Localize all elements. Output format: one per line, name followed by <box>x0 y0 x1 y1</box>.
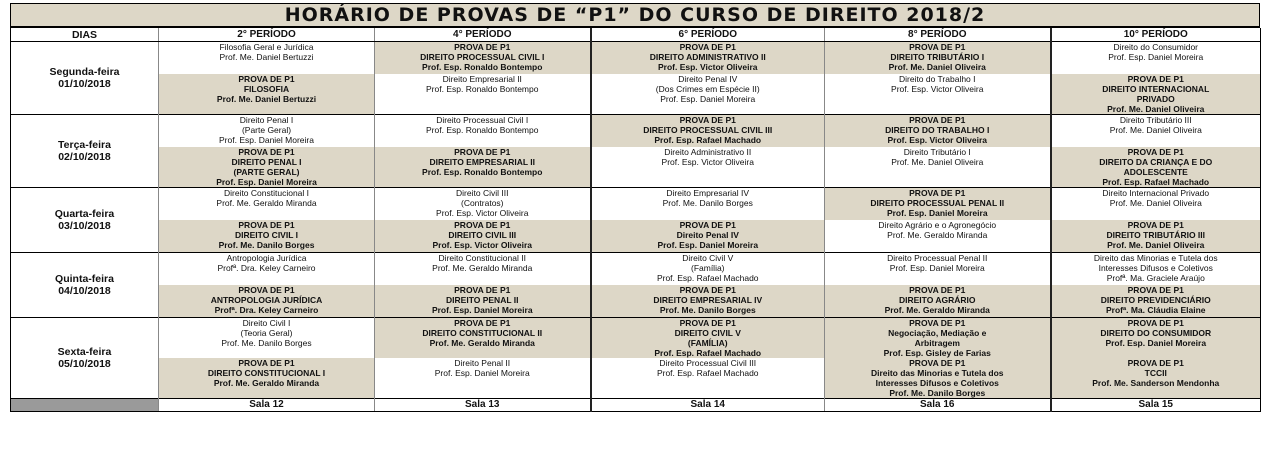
cell-line: PROVA DE P1 <box>454 42 511 52</box>
cell-line: Direito Civil V <box>682 253 734 263</box>
class-cell <box>1051 115 1261 148</box>
class-cell <box>591 147 825 188</box>
cell-line: (Parte Geral) <box>241 125 292 135</box>
cell-line: Prof. Esp. Daniel Moreira <box>431 305 533 315</box>
cell-line: PROVA DE P1 <box>454 147 511 157</box>
cell-line: Prof. Me. Geraldo Miranda <box>216 198 317 208</box>
cell-line: DIREITO DO CONSUMIDOR <box>1100 328 1212 338</box>
cell-line: Direito Agrário e o Agronegócio <box>878 220 997 230</box>
cell-line: Direito Empresarial IV <box>666 188 750 198</box>
schedule-row <box>11 74 1261 115</box>
cell-line: (Contratos) <box>460 198 504 208</box>
exam-cell <box>375 147 591 188</box>
exam-cell <box>375 42 591 75</box>
day-cell <box>11 42 159 115</box>
cell-line: PROVA DE P1 <box>1127 318 1184 328</box>
day-cell <box>11 188 159 253</box>
day-date: 05/10/2018 <box>58 358 111 370</box>
cell-line: Prof. Me. Sanderson Mendonha <box>1092 378 1220 388</box>
exam-cell <box>1051 147 1261 188</box>
exam-cell <box>375 220 591 253</box>
day-date: 01/10/2018 <box>58 78 111 90</box>
cell-line: Prof. Me. Daniel Oliveira <box>891 157 984 167</box>
cell-line: Direito Internacional Privado <box>1102 188 1210 198</box>
cell-line: Prof. Esp. Victor Oliveira <box>432 240 533 250</box>
class-cell <box>591 188 825 221</box>
cell-line: Prof. Esp. Rafael Machado <box>654 348 762 358</box>
cell-line: DIREITO PROCESSUAL PENAL II <box>870 198 1005 208</box>
cell-line: Prof. Esp. Daniel Moreira <box>219 135 314 145</box>
class-cell <box>375 188 591 221</box>
exam-cell <box>159 147 375 188</box>
cell-line: Prof. Me. Daniel Bertuzzi <box>216 94 317 104</box>
cell-line: DIREITO DO TRABALHO I <box>885 125 990 135</box>
cell-line: Direito Processual Civil I <box>436 115 529 125</box>
header-row <box>11 28 1261 42</box>
cell-line: PROVA DE P1 <box>238 147 295 157</box>
cell-line: Prof. Me. Geraldo Miranda <box>884 305 990 315</box>
cell-line: DIREITO INTERNACIONAL <box>1102 84 1210 94</box>
exam-cell <box>825 358 1051 399</box>
day-cell <box>11 253 159 318</box>
cell-line: Prof. Esp. Rafael Machado <box>654 135 762 145</box>
cell-line: PROVA DE P1 <box>1127 147 1184 157</box>
class-cell <box>825 253 1051 286</box>
class-cell <box>159 188 375 221</box>
exam-cell <box>825 42 1051 75</box>
cell-line: Direito Constitucional II <box>438 253 526 263</box>
exam-cell <box>591 285 825 318</box>
cell-line: Prof. Me. Danilo Borges <box>659 305 756 315</box>
exam-cell <box>591 318 825 359</box>
day-name: Segunda-feira <box>49 66 120 78</box>
cell-line: Prof. Esp. Ronaldo Bontempo <box>422 167 543 177</box>
exam-cell <box>375 318 591 359</box>
exam-cell <box>159 74 375 115</box>
cell-line: Prof. Esp. Rafael Machado <box>656 273 759 283</box>
cell-line: PROVA DE P1 <box>679 220 736 230</box>
cell-line: PROVA DE P1 <box>1127 358 1184 368</box>
cell-line: Prof. Esp. Daniel Moreira <box>434 368 530 378</box>
class-cell <box>375 74 591 115</box>
cell-line: Prof. Me. Geraldo Miranda <box>887 230 988 240</box>
exam-cell <box>825 318 1051 359</box>
schedule-row <box>11 42 1261 75</box>
cell-line: Prof. Esp. Victor Oliveira <box>891 84 984 94</box>
class-cell <box>825 220 1051 253</box>
cell-line: PROVA DE P1 <box>909 358 966 368</box>
day-cell <box>11 115 159 188</box>
rooms-row <box>11 399 1261 412</box>
cell-line: DIREITO EMPRESARIAL IV <box>653 295 763 305</box>
cell-line: TCCII <box>1144 368 1167 378</box>
cell-line: PROVA DE P1 <box>909 318 966 328</box>
cell-line: Direito do Trabalho I <box>898 74 976 84</box>
day-date: 03/10/2018 <box>58 220 111 232</box>
cell-line: Profª. Ma. Cláudia Elaine <box>1105 305 1206 315</box>
cell-line: Direito das Minorias e Tutela dos <box>870 368 1004 378</box>
cell-line: Prof. Esp. Daniel Moreira <box>1108 52 1204 62</box>
cell-line: Interesses Difusos e Coletivos <box>1098 263 1213 273</box>
exam-cell <box>1051 220 1261 253</box>
rooms-label-cell <box>11 399 159 412</box>
exam-cell <box>1051 318 1261 359</box>
header-periodo-8: 8° PERÍODO <box>825 28 1051 42</box>
class-cell <box>591 358 825 399</box>
cell-line: Prof. Esp. Daniel Moreira <box>660 94 756 104</box>
cell-line: PROVA DE P1 <box>1127 220 1184 230</box>
cell-line: DIREITO EMPRESARIAL II <box>429 157 535 167</box>
cell-line: Direito Penal IV <box>676 230 739 240</box>
room-periodo-10: Sala 15 <box>1051 399 1261 412</box>
class-cell <box>375 115 591 148</box>
cell-line: Prof. Esp. Rafael Machado <box>656 368 759 378</box>
schedule-row <box>11 253 1261 286</box>
cell-line: Prof. Esp. Daniel Moreira <box>657 240 759 250</box>
cell-line: PROVA DE P1 <box>909 285 966 295</box>
cell-line: Prof. Me. Daniel Oliveira <box>1107 240 1205 250</box>
exam-cell <box>591 220 825 253</box>
cell-line: Prof. Esp. Victor Oliveira <box>887 135 988 145</box>
cell-line: Interesses Difusos e Coletivos <box>875 378 999 388</box>
cell-line: DIREITO CONSTITUCIONAL II <box>422 328 543 338</box>
page-title: HORÁRIO DE PROVAS DE “P1” DO CURSO DE DIREITO 2018/2 <box>10 3 1260 28</box>
cell-line: Prof. Me. Danilo Borges <box>221 338 312 348</box>
cell-line: FILOSOFIA <box>243 84 290 94</box>
cell-line: DIREITO PENAL I <box>231 157 302 167</box>
cell-line: Prof. Me. Daniel Oliveira <box>888 62 986 72</box>
schedule-table <box>10 28 1261 412</box>
cell-line: PROVA DE P1 <box>454 285 511 295</box>
cell-line: Direito Civil III <box>456 188 509 198</box>
schedule-row <box>11 358 1261 399</box>
day-name: Terça-feira <box>58 139 111 151</box>
cell-line: PROVA DE P1 <box>679 42 736 52</box>
cell-line: PROVA DE P1 <box>679 318 736 328</box>
cell-line: Prof. Me. Danilo Borges <box>889 388 986 398</box>
exam-cell <box>159 285 375 318</box>
room-periodo-6: Sala 14 <box>591 399 825 412</box>
schedule-body <box>11 42 1261 399</box>
cell-line: PROVA DE P1 <box>454 220 511 230</box>
cell-line: Direito Tributário III <box>1119 115 1192 125</box>
cell-line: Prof. Esp. Rafael Machado <box>1102 177 1210 187</box>
room-periodo-2: Sala 12 <box>159 399 375 412</box>
cell-line: Direito Administrativo II <box>664 147 752 157</box>
cell-line: Direito das Minorias e Tutela dos <box>1093 253 1218 263</box>
class-cell <box>1051 188 1261 221</box>
day-name: Sexta-feira <box>57 346 112 358</box>
cell-line: PROVA DE P1 <box>1127 285 1184 295</box>
exam-cell <box>1051 285 1261 318</box>
schedule-sheet <box>10 3 1260 412</box>
cell-line: (Família) <box>690 263 725 273</box>
exam-cell <box>825 188 1051 221</box>
cell-line: DIREITO TRIBUTÁRIO III <box>1106 230 1206 240</box>
header-periodo-4: 4° PERÍODO <box>375 28 591 42</box>
day-cell <box>11 318 159 399</box>
cell-line: Profª. Dra. Keley Carneiro <box>214 305 319 315</box>
cell-line: (Dos Crimes em Espécie II) <box>655 84 760 94</box>
cell-line: PROVA DE P1 <box>238 358 295 368</box>
cell-line: Prof. Esp. Ronaldo Bontempo <box>426 125 539 135</box>
cell-line: Direito Processual Penal II <box>887 253 988 263</box>
cell-line: Profª. Dra. Keley Carneiro <box>217 263 316 273</box>
cell-line: Prof. Esp. Daniel Moreira <box>1105 338 1207 348</box>
cell-line: PROVA DE P1 <box>909 42 966 52</box>
day-name: Quinta-feira <box>55 273 114 285</box>
cell-line: Prof. Me. Daniel Oliveira <box>1107 104 1205 114</box>
exam-cell <box>159 220 375 253</box>
cell-line: (FAMÍLIA) <box>687 338 728 348</box>
schedule-row <box>11 188 1261 221</box>
cell-line: Direito Civil I <box>242 318 291 328</box>
cell-line: Prof. Me. Daniel Bertuzzi <box>219 52 314 62</box>
schedule-row <box>11 285 1261 318</box>
day-date: 02/10/2018 <box>58 151 111 163</box>
cell-line: DIREITO CIVIL I <box>235 230 298 240</box>
cell-line: (PARTE GERAL) <box>233 167 300 177</box>
class-cell <box>375 358 591 399</box>
schedule-row <box>11 147 1261 188</box>
day-name: Quarta-feira <box>54 208 115 220</box>
cell-line: Direito Penal II <box>454 358 511 368</box>
cell-line: DIREITO CONSTITUCIONAL I <box>207 368 326 378</box>
cell-line: PROVA DE P1 <box>679 115 736 125</box>
cell-line: PROVA DE P1 <box>909 188 966 198</box>
cell-line: Prof. Me. Danilo Borges <box>218 240 315 250</box>
cell-line: PROVA DE P1 <box>238 220 295 230</box>
class-cell <box>159 115 375 148</box>
cell-line: Direito Penal I <box>239 115 294 125</box>
cell-line: Prof. Me. Geraldo Miranda <box>432 263 533 273</box>
cell-line: Prof. Esp. Victor Oliveira <box>661 157 754 167</box>
exam-cell <box>1051 74 1261 115</box>
cell-line: Prof. Esp. Ronaldo Bontempo <box>422 62 543 72</box>
cell-line: Prof. Esp. Gisley de Farias <box>883 348 991 358</box>
room-periodo-8: Sala 16 <box>825 399 1051 412</box>
cell-line: Prof. Esp. Victor Oliveira <box>657 62 758 72</box>
room-periodo-4: Sala 13 <box>375 399 591 412</box>
cell-line: Filosofia Geral e Jurídica <box>219 42 314 52</box>
class-cell <box>591 253 825 286</box>
exam-cell <box>159 358 375 399</box>
cell-line: Prof. Esp. Daniel Moreira <box>889 263 985 273</box>
exam-cell <box>825 115 1051 148</box>
cell-line: Negociação, Mediação e <box>888 328 987 338</box>
cell-line: Profª. Ma. Graciele Araújo <box>1106 273 1205 283</box>
cell-line: DIREITO PENAL II <box>446 295 519 305</box>
cell-line: Prof. Esp. Victor Oliveira <box>436 208 529 218</box>
class-cell <box>591 74 825 115</box>
cell-line: DIREITO PROCESSUAL CIVIL I <box>420 52 545 62</box>
cell-line: Antropologia Jurídica <box>226 253 307 263</box>
cell-line: DIREITO CIVIL III <box>448 230 517 240</box>
cell-line: PROVA DE P1 <box>238 285 295 295</box>
class-cell <box>1051 253 1261 286</box>
cell-line: Prof. Me. Daniel Oliveira <box>1109 198 1202 208</box>
exam-cell <box>1051 358 1261 399</box>
cell-line: Direito do Consumidor <box>1113 42 1199 52</box>
cell-line: PROVA DE P1 <box>1127 74 1184 84</box>
day-date: 04/10/2018 <box>58 285 111 297</box>
cell-line: Direito Tributário I <box>903 147 971 157</box>
cell-line: Prof. Me. Danilo Borges <box>662 198 753 208</box>
exam-cell <box>375 285 591 318</box>
cell-line: Prof. Esp. Daniel Moreira <box>216 177 317 187</box>
cell-line: Direito Constitucional I <box>223 188 310 198</box>
header-dias: DIAS <box>11 28 159 42</box>
cell-line: Prof. Me. Geraldo Miranda <box>213 378 320 388</box>
cell-line: DIREITO DA CRIANÇA E DO <box>1099 157 1213 167</box>
schedule-row <box>11 318 1261 359</box>
cell-line: Direito Empresarial II <box>442 74 522 84</box>
cell-line: DIREITO PREVIDENCIÁRIO <box>1100 295 1211 305</box>
class-cell <box>825 147 1051 188</box>
schedule-row <box>11 220 1261 253</box>
class-cell <box>375 253 591 286</box>
exam-cell <box>591 115 825 148</box>
cell-line: ANTROPOLOGIA JURÍDICA <box>210 295 323 305</box>
cell-line: Prof. Me. Geraldo Miranda <box>429 338 535 348</box>
cell-line: PRIVADO <box>1136 94 1175 104</box>
class-cell <box>159 42 375 75</box>
cell-line: Direito Processual Civil III <box>659 358 757 368</box>
cell-line: Prof. Esp. Daniel Moreira <box>886 208 988 218</box>
cell-line: DIREITO PROCESSUAL CIVIL III <box>643 125 773 135</box>
cell-line: PROVA DE P1 <box>679 285 736 295</box>
schedule-row <box>11 115 1261 148</box>
header-periodo-10: 10° PERÍODO <box>1051 28 1261 42</box>
cell-line: DIREITO ADMINISTRATIVO II <box>649 52 766 62</box>
class-cell <box>825 74 1051 115</box>
exam-cell <box>825 285 1051 318</box>
cell-line: PROVA DE P1 <box>909 115 966 125</box>
header-periodo-6: 6° PERÍODO <box>591 28 825 42</box>
cell-line: DIREITO TRIBUTÁRIO I <box>890 52 985 62</box>
cell-line: PROVA DE P1 <box>454 318 511 328</box>
cell-line: Arbitragem <box>914 338 960 348</box>
class-cell <box>159 318 375 359</box>
class-cell <box>159 253 375 286</box>
cell-line: ADOLESCENTE <box>1123 167 1188 177</box>
class-cell <box>1051 42 1261 75</box>
cell-line: Direito Penal IV <box>678 74 738 84</box>
cell-line: Prof. Esp. Ronaldo Bontempo <box>426 84 539 94</box>
cell-line: PROVA DE P1 <box>238 74 295 84</box>
cell-line: (Teoria Geral) <box>240 328 293 338</box>
cell-line: DIREITO CIVIL V <box>674 328 741 338</box>
exam-cell <box>591 42 825 75</box>
cell-line: Prof. Me. Daniel Oliveira <box>1109 125 1202 135</box>
cell-line: DIREITO AGRÁRIO <box>898 295 976 305</box>
header-periodo-2: 2° PERÍODO <box>159 28 375 42</box>
